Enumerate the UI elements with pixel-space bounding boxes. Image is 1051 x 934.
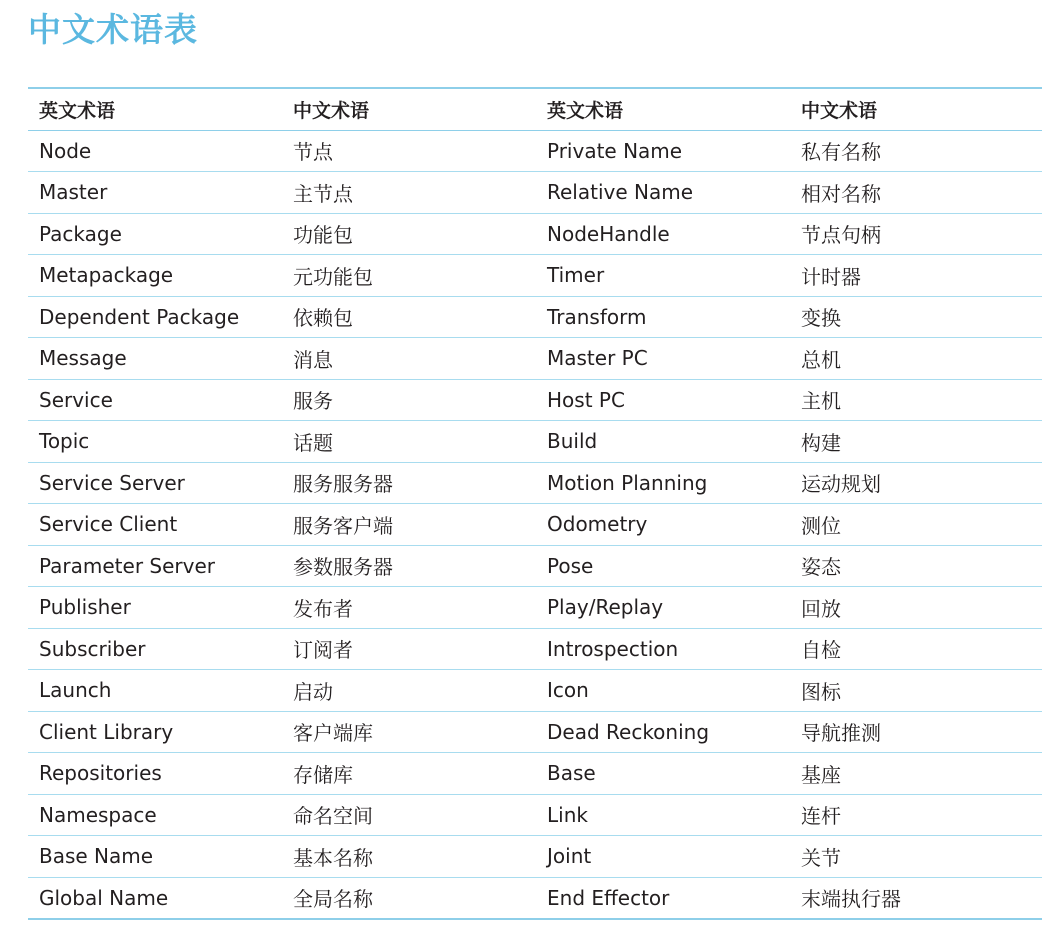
table-row [28, 836, 1042, 878]
chinese-term-cell: 测位 [801, 513, 841, 538]
chinese-term-cell: 元功能包 [293, 264, 373, 289]
chinese-term-cell: 服务客户端 [293, 513, 393, 538]
table-row [28, 545, 1042, 587]
english-term-cell: Icon [547, 678, 589, 703]
header-chinese-term-1: 中文术语 [293, 99, 370, 122]
chinese-term-cell: 服务 [293, 389, 333, 414]
english-term-cell: Relative Name [547, 180, 694, 205]
english-term-cell: Package [39, 221, 122, 246]
english-term-cell: Service Server [39, 470, 185, 495]
chinese-term-cell: 功能包 [293, 223, 353, 248]
english-term-cell: Odometry [547, 512, 648, 537]
glossary-table [28, 87, 1042, 920]
glossary-body [28, 130, 1042, 919]
chinese-term-cell: 相对名称 [801, 181, 881, 206]
chinese-term-cell: 存储库 [293, 762, 353, 787]
header-chinese-term-2: 中文术语 [801, 99, 878, 122]
english-term-cell: Host PC [547, 387, 625, 412]
chinese-term-cell: 图标 [801, 679, 841, 704]
english-term-cell: Service [39, 387, 113, 412]
page-title: 中文术语表 [28, 10, 198, 49]
chinese-term-cell: 回放 [801, 596, 841, 621]
chinese-term-cell: 姿态 [801, 555, 841, 580]
header-row [28, 88, 1042, 130]
chinese-term-cell: 客户端库 [293, 721, 373, 746]
chinese-term-cell: 计时器 [801, 264, 861, 289]
english-term-cell: Client Library [39, 719, 174, 744]
english-term-cell: Metapackage [39, 263, 174, 288]
chinese-term-cell: 导航推测 [801, 721, 881, 746]
english-term-cell: Launch [39, 678, 112, 703]
english-term-cell: NodeHandle [547, 221, 670, 246]
table-row [28, 877, 1042, 919]
chinese-term-cell: 关节 [801, 845, 841, 870]
table-row [28, 504, 1042, 546]
english-term-cell: Publisher [39, 595, 131, 620]
english-term-cell: End Effector [547, 885, 670, 910]
chinese-term-cell: 依赖包 [293, 306, 353, 331]
english-term-cell: Service Client [39, 512, 178, 537]
english-term-cell: Master PC [547, 346, 648, 371]
chinese-term-cell: 主节点 [293, 181, 353, 206]
chinese-term-cell: 基本名称 [293, 845, 373, 870]
english-term-cell: Timer [547, 263, 605, 288]
table-row [28, 213, 1042, 255]
chinese-term-cell: 构建 [801, 430, 841, 455]
table-row [28, 628, 1042, 670]
english-term-cell: Link [547, 802, 588, 827]
table-row [28, 587, 1042, 629]
english-term-cell: Master [39, 180, 108, 205]
table-row [28, 130, 1042, 172]
english-term-cell: Build [547, 429, 598, 454]
english-term-cell: Namespace [39, 802, 157, 827]
table-row [28, 794, 1042, 836]
english-term-cell: Message [39, 346, 127, 371]
table-row [28, 255, 1042, 297]
english-term-cell: Dependent Package [39, 304, 240, 329]
english-term-cell: Pose [547, 553, 594, 578]
chinese-term-cell: 总机 [801, 347, 841, 372]
table-row [28, 711, 1042, 753]
header-english-term-2: 英文术语 [547, 99, 624, 122]
chinese-term-cell: 变换 [801, 306, 841, 331]
english-term-cell: Subscriber [39, 636, 146, 661]
english-term-cell: Motion Planning [547, 470, 708, 495]
table-row [28, 338, 1042, 380]
chinese-term-cell: 节点 [293, 140, 333, 165]
chinese-term-cell: 基座 [801, 762, 841, 787]
chinese-term-cell: 节点句柄 [801, 223, 881, 248]
chinese-term-cell: 话题 [293, 430, 333, 455]
chinese-term-cell: 命名空间 [293, 804, 373, 829]
chinese-term-cell: 订阅者 [293, 638, 353, 663]
chinese-term-cell: 主机 [801, 389, 841, 414]
table-row [28, 172, 1042, 214]
chinese-term-cell: 发布者 [293, 596, 353, 621]
chinese-term-cell: 启动 [293, 679, 333, 704]
english-term-cell: Base [547, 761, 596, 786]
table-row [28, 462, 1042, 504]
chinese-term-cell: 消息 [293, 347, 333, 372]
english-term-cell: Introspection [547, 636, 679, 661]
table-row [28, 296, 1042, 338]
table-row [28, 753, 1042, 795]
chinese-term-cell: 参数服务器 [293, 555, 393, 580]
english-term-cell: Play/Replay [547, 595, 664, 620]
english-term-cell: Parameter Server [39, 553, 215, 578]
chinese-term-cell: 连杆 [801, 804, 841, 829]
table-row [28, 670, 1042, 712]
english-term-cell: Repositories [39, 761, 162, 786]
glossary-header [28, 88, 1042, 130]
english-term-cell: Node [39, 138, 92, 163]
english-term-cell: Base Name [39, 844, 154, 869]
english-term-cell: Private Name [547, 138, 683, 163]
chinese-term-cell: 服务服务器 [293, 472, 393, 497]
table-row [28, 421, 1042, 463]
header-english-term-1: 英文术语 [39, 99, 116, 122]
chinese-term-cell: 私有名称 [801, 140, 881, 165]
chinese-term-cell: 运动规划 [801, 472, 881, 497]
chinese-term-cell: 全局名称 [293, 887, 373, 911]
english-term-cell: Dead Reckoning [547, 719, 710, 744]
english-term-cell: Transform [547, 304, 647, 329]
english-term-cell: Joint [547, 844, 592, 869]
chinese-term-cell: 末端执行器 [801, 887, 901, 911]
english-term-cell: Topic [39, 429, 90, 454]
table-row [28, 379, 1042, 421]
english-term-cell: Global Name [39, 885, 169, 910]
chinese-term-cell: 自检 [801, 638, 841, 663]
